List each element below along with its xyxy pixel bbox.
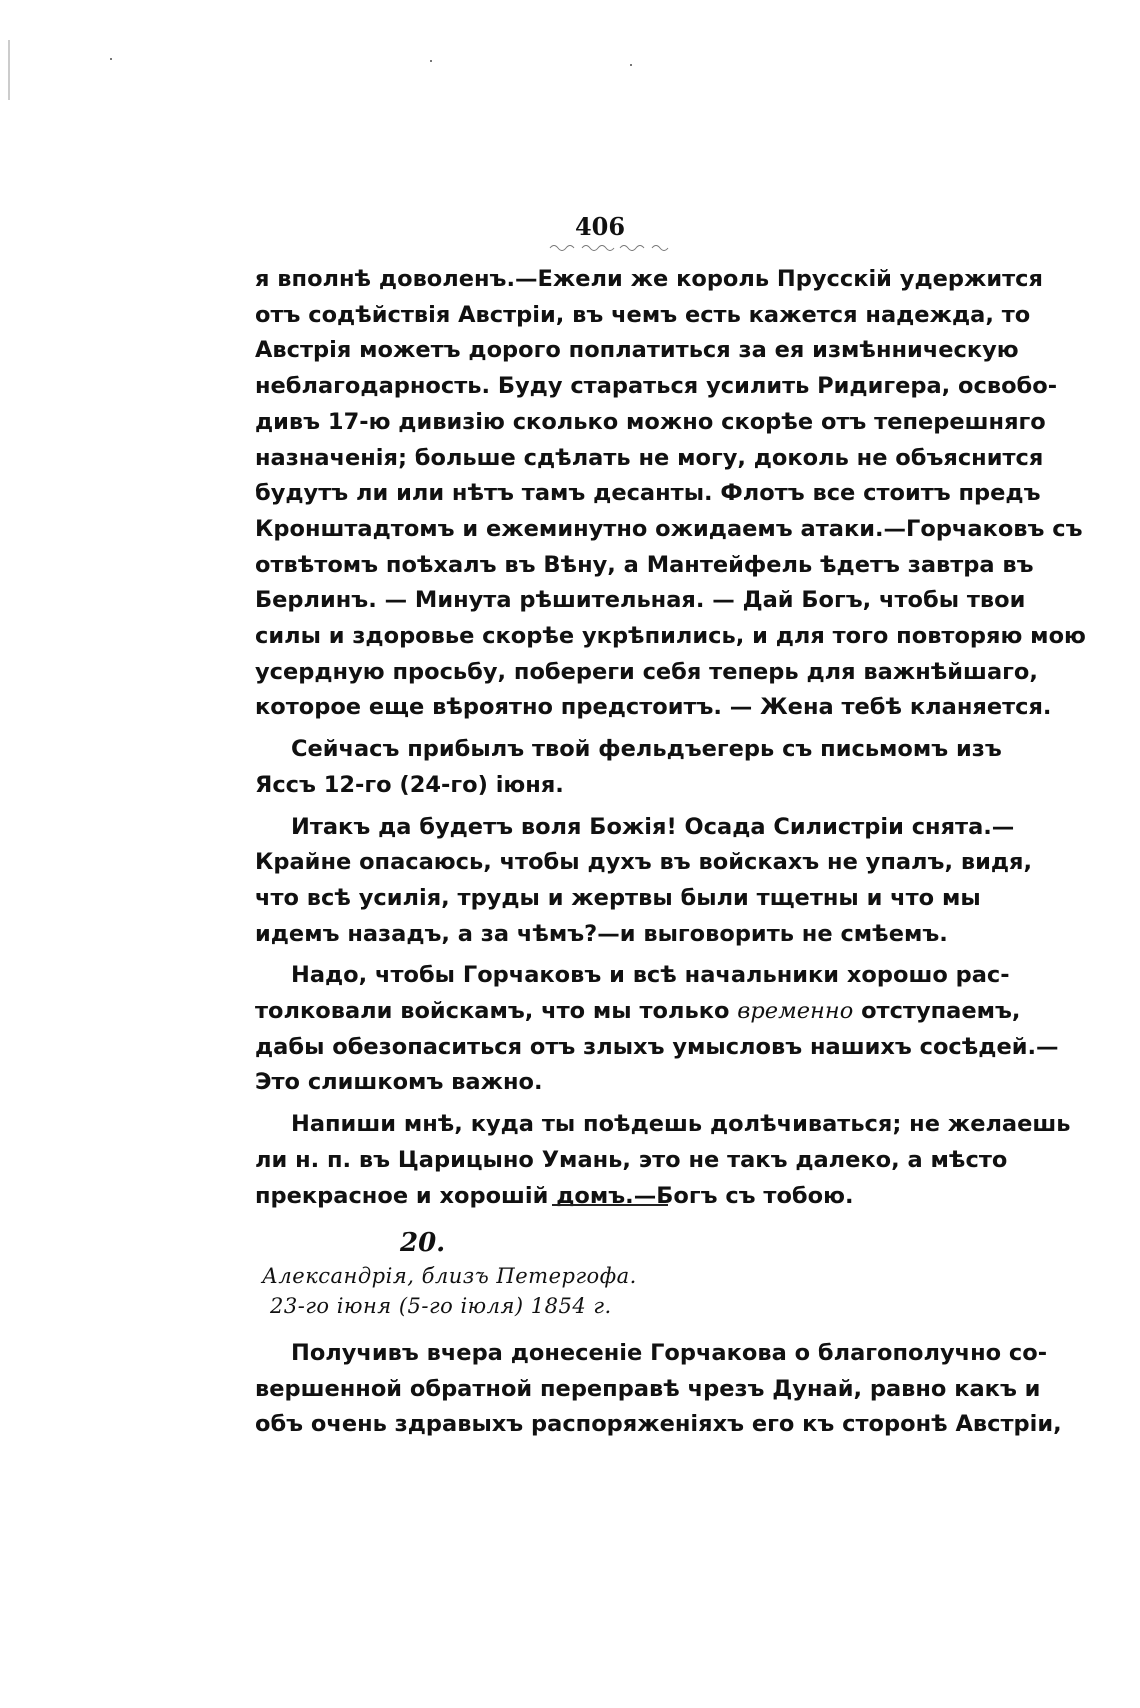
text-line: усердную просьбу, побереги себя теперь для важнѣйшаго, [255, 658, 1038, 685]
text-line: Кронштадтомъ и ежеминутно ожидаемъ атаки.—Горчаковъ съ [255, 515, 1083, 542]
scan-speck [110, 58, 112, 60]
page-number: 406 [574, 212, 626, 241]
emphasized-word: временно [737, 998, 854, 1025]
text-line: будутъ ли или нѣтъ тамъ десанты. Флотъ все стоитъ предъ [255, 480, 1041, 507]
text-line: Сейчасъ прибылъ твой фельдъегерь съ письмомъ изъ [291, 736, 1002, 763]
text-line: силы и здоровье скорѣе укрѣпились, и для того повторяю мою [255, 623, 1086, 650]
text-line: Надо, чтобы Горчаковъ и всѣ начальники хорошо рас- [291, 962, 1010, 989]
letter-date: 23-го іюня (5-го іюля) 1854 г. [270, 1294, 612, 1318]
text-line: Берлинъ. — Минута рѣшительная. — Дай Богъ, чтобы твои [255, 587, 1026, 614]
text-line: отвѣтомъ поѣхалъ въ Вѣну, а Мантейфель ѣдетъ завтра въ [255, 551, 1034, 578]
text-line: Напиши мнѣ, куда ты поѣдешь долѣчиваться; не желаешь [291, 1111, 1071, 1138]
letter-number: 20. [400, 1228, 446, 1258]
text-line: я вполнѣ доволенъ.—Ежели же король Прусскій удержится [255, 266, 1043, 292]
text-line: Получивъ вчера донесеніе Горчакова о благополучно со- [291, 1340, 1048, 1366]
text-line: вершенной обратной переправѣ чрезъ Дунай, равно какъ и [255, 1375, 1041, 1402]
body-text [255, 262, 1086, 1220]
scan-edge-mark [8, 40, 10, 100]
text-line: ли н. п. въ Царицыно Умань, это не такъ далеко, а мѣсто [255, 1146, 1008, 1173]
letter-body-text [255, 1336, 1062, 1443]
paragraph [255, 810, 1032, 953]
text-line: Австрія можетъ дорого поплатиться за ея измѣнническую [255, 337, 1019, 364]
text-span: отступаемъ, [853, 998, 1021, 1025]
text-line: назначенія; больше сдѣлать не могу, доколь не объяснится [255, 444, 1044, 471]
paragraph [255, 958, 1059, 1101]
text-line: Крайне опасаюсь, чтобы духъ въ войскахъ не упалъ, видя, [255, 849, 1032, 876]
paragraph [255, 262, 1086, 726]
text-line: Итакъ да будетъ воля Божія! Осада Силистріи снята.— [291, 813, 1015, 840]
letter-place: Александрія, близъ Петергофа. [262, 1264, 637, 1288]
section-divider [552, 1204, 668, 1206]
page-number-ornament [548, 242, 672, 252]
text-line: дивъ 17-ю дивизію сколько можно скорѣе отъ теперешняго [255, 408, 1046, 435]
paragraph [255, 1107, 1071, 1214]
scan-speck [430, 60, 432, 62]
text-line [255, 994, 1021, 1030]
text-line: прекрасное и хорошій домъ.—Богъ съ тобою. [255, 1182, 854, 1209]
text-line: идемъ назадъ, а за чѣмъ?—и выговорить не смѣемъ. [255, 920, 948, 947]
text-line: объ очень здравыхъ распоряженіяхъ его къ сторонѣ Австріи, [255, 1411, 1062, 1438]
text-line: которое еще вѣроятно предстоитъ. — Жена тебѣ кланяется. [255, 694, 1052, 721]
scan-speck [630, 64, 632, 66]
text-line: Яссъ 12-го (24-го) іюня. [255, 771, 564, 798]
paragraph [255, 732, 1002, 803]
text-span: толковали войскамъ, что мы только [255, 998, 738, 1025]
text-line: неблагодарность. Буду стараться усилить Ридигера, освобо- [255, 373, 1058, 400]
text-line: что всѣ усилія, труды и жертвы были тщетны и что мы [255, 884, 981, 911]
text-line: отъ содѣйствія Австріи, въ чемъ есть кажется надежда, то [255, 301, 1031, 328]
text-line: дабы обезопаситься отъ злыхъ умысловъ нашихъ сосѣдей.— [255, 1033, 1059, 1060]
text-line: Это слишкомъ важно. [255, 1069, 543, 1096]
